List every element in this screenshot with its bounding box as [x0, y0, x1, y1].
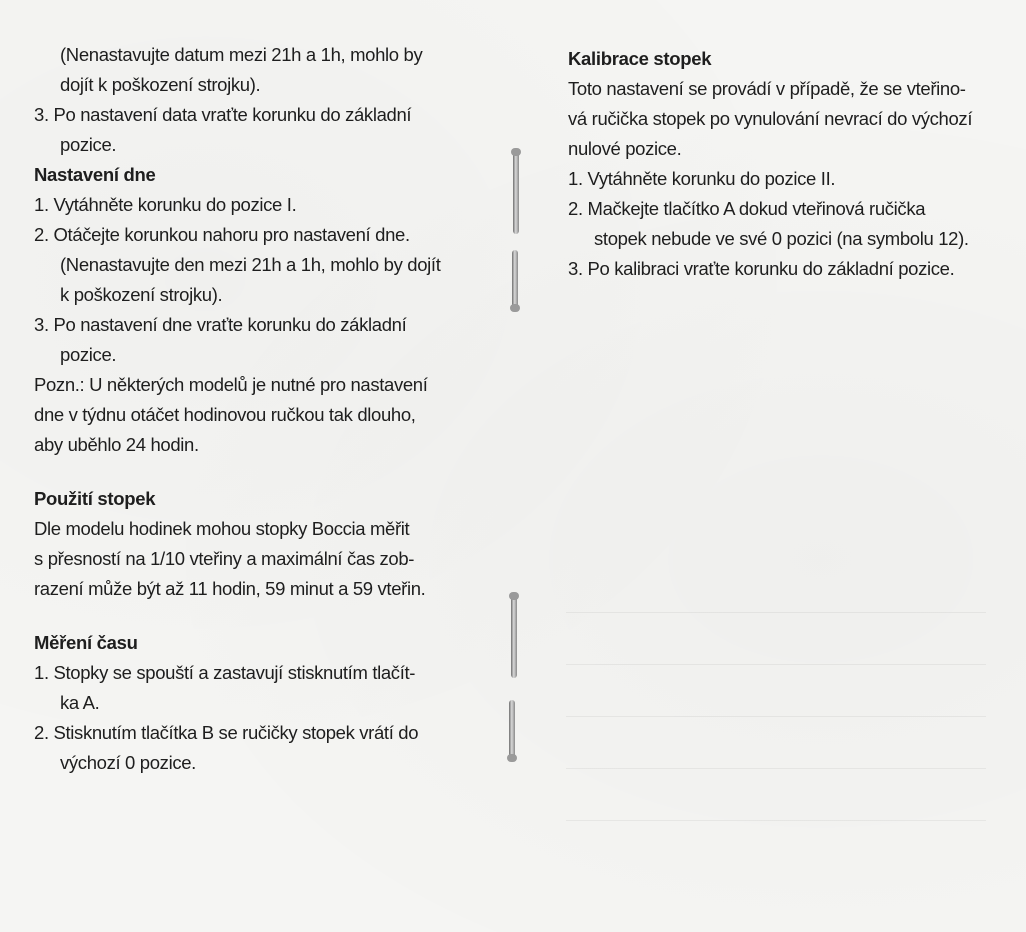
measure-step-1-line-1: 1. Stopky se spouští a zastavují stisknutím tlačít-: [34, 662, 416, 683]
day-step-2-note-line-1: (Nenastavujte den mezi 21h a 1h, mohlo by dojít: [60, 254, 441, 275]
note-line-3: aby uběhlo 24 hodin.: [34, 434, 199, 455]
left-column: [34, 40, 454, 778]
calibration-step-2-line-1: 2. Mačkejte tlačítko A dokud vteřinová ručička: [568, 198, 926, 219]
date-note-line-2: dojít k poškození strojku).: [60, 74, 261, 95]
day-step-2: 2. Otáčejte korunkou nahoru pro nastavení dne.: [34, 224, 410, 245]
use-line-2: s přesností na 1/10 vteřiny a maximální čas zob-: [34, 548, 415, 569]
day-step-1: 1. Vytáhněte korunku do pozice I.: [34, 194, 297, 215]
show-through-line: [566, 768, 986, 769]
staple-mark: [512, 250, 518, 308]
measure-step-2-line-2: výchozí 0 pozice.: [60, 752, 196, 773]
staple-mark: [509, 700, 515, 758]
heading-stopwatch-use: Použití stopek: [34, 488, 156, 509]
calibration-line-1: Toto nastavení se provádí v případě, že se vteřino-: [568, 78, 966, 99]
date-note-line-1: (Nenastavujte datum mezi 21h a 1h, mohlo by: [60, 44, 423, 65]
show-through-line: [566, 716, 986, 717]
date-step-3-line-2: pozice.: [60, 134, 117, 155]
calibration-line-3: nulové pozice.: [568, 138, 682, 159]
show-through-line: [566, 612, 986, 613]
use-line-1: Dle modelu hodinek mohou stopky Boccia měřit: [34, 518, 410, 539]
measure-step-1-line-2: ka A.: [60, 692, 100, 713]
heading-time-measurement: Měření času: [34, 632, 138, 653]
staple-mark: [513, 152, 519, 234]
calibration-step-3: 3. Po kalibraci vraťte korunku do základní pozice.: [568, 258, 955, 279]
calibration-line-2: vá ručička stopek po vynulování nevrací do výchozí: [568, 108, 973, 129]
show-through-line: [566, 820, 986, 821]
staple-mark: [511, 596, 517, 678]
heading-calibration: Kalibrace stopek: [568, 48, 712, 69]
calibration-step-1: 1. Vytáhněte korunku do pozice II.: [568, 168, 836, 189]
measure-step-2-line-1: 2. Stisknutím tlačítka B se ručičky stopek vrátí do: [34, 722, 419, 743]
heading-day-setting: Nastavení dne: [34, 164, 156, 185]
day-step-3-line-2: pozice.: [60, 344, 117, 365]
show-through-line: [566, 664, 986, 665]
note-line-2: dne v týdnu otáčet hodinovou ručkou tak dlouho,: [34, 404, 416, 425]
day-step-2-note-line-2: k poškození strojku).: [60, 284, 223, 305]
day-step-3-line-1: 3. Po nastavení dne vraťte korunku do základní: [34, 314, 407, 335]
note-line-1: Pozn.: U některých modelů je nutné pro nastavení: [34, 374, 428, 395]
right-column: [568, 44, 986, 284]
calibration-step-2-line-2: stopek nebude ve své 0 pozici (na symbolu 12).: [594, 228, 969, 249]
date-step-3-line-1: 3. Po nastavení data vraťte korunku do základní: [34, 104, 412, 125]
use-line-3: razení může být až 11 hodin, 59 minut a 59 vteřin.: [34, 578, 426, 599]
